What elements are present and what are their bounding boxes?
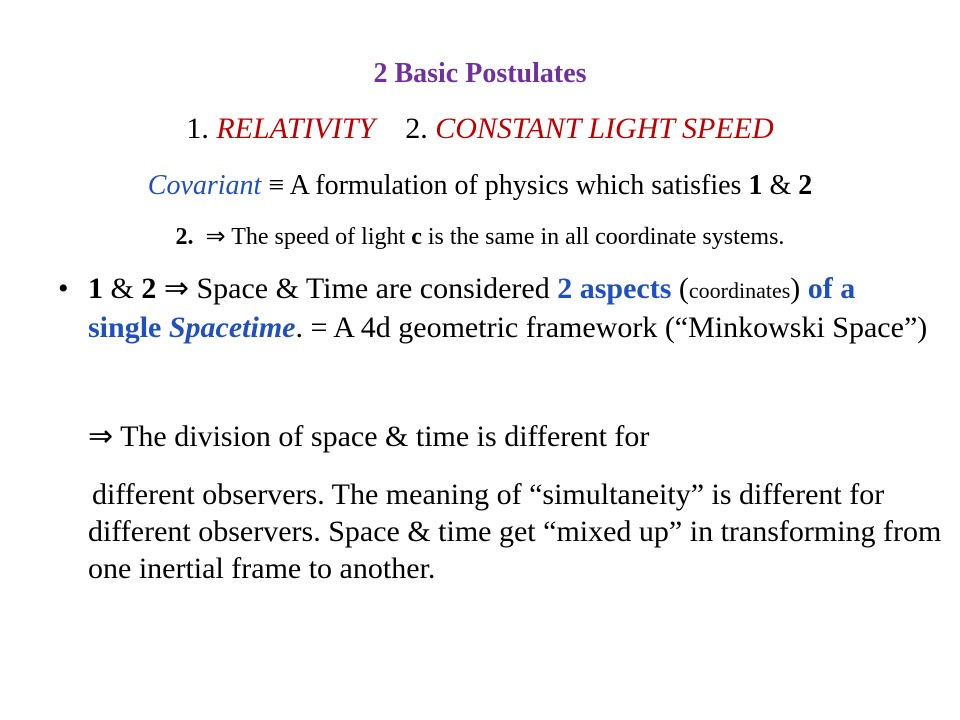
postulate-1-label: RELATIVITY [216, 112, 376, 145]
covariant-n2: 2 [798, 170, 813, 201]
postulate-1-number: 1. [186, 112, 209, 145]
covariant-definition [0, 170, 960, 202]
bullet-text-b: . = A 4d geometric framework (“Minkowski Space”) [295, 311, 928, 344]
postulate-2-label: CONSTANT LIGHT SPEED [435, 112, 774, 145]
simultaneity-paragraph [88, 476, 948, 587]
covariant-def-text: A formulation of physics which satisfies [284, 170, 749, 201]
implication-number: 2. [175, 224, 194, 250]
implies-arrow: ⇒ [205, 224, 226, 250]
implication-text-a: The speed of light [225, 224, 412, 250]
division-text: The division of space & time is different for [113, 420, 650, 453]
covariant-amp: & [762, 170, 799, 201]
spacetime-term: Spacetime [168, 311, 296, 344]
bullet-dot: • [58, 272, 69, 305]
equivalence-symbol: ≡ [268, 170, 285, 201]
coordinates-note: coordinates [688, 278, 791, 303]
bullet-amp: & [103, 272, 142, 305]
spacetime-bullet [58, 270, 928, 346]
implication-text-b: is the same in all coordinate systems. [421, 224, 785, 250]
postulates-line [0, 112, 960, 146]
bullet-text-a: Space & Time are considered [188, 272, 558, 305]
covariant-term: Covariant [147, 170, 262, 201]
postulate-2-number: 2. [405, 112, 428, 145]
light-speed-implication [0, 222, 960, 251]
bullet-n2: 2 [141, 272, 157, 305]
implication-c: c [411, 224, 422, 250]
division-line [88, 418, 948, 455]
paren-open: ( [678, 272, 689, 305]
single-text: of a single [88, 272, 856, 344]
implies-arrow: ⇒ [88, 420, 114, 453]
bullet-text [88, 270, 928, 346]
covariant-n1: 1 [748, 170, 763, 201]
paragraph-text: different observers. The meaning of “simultaneity” is different for different observers. Space & time get “mixed up” in transforming from one inertial frame to another. [88, 478, 942, 585]
paren-close: ) [790, 272, 801, 305]
slide-title: 2 Basic Postulates [373, 58, 587, 89]
bullet-n1: 1 [88, 272, 103, 305]
implies-arrow: ⇒ [163, 272, 189, 305]
two-aspects: 2 aspects [557, 272, 672, 305]
